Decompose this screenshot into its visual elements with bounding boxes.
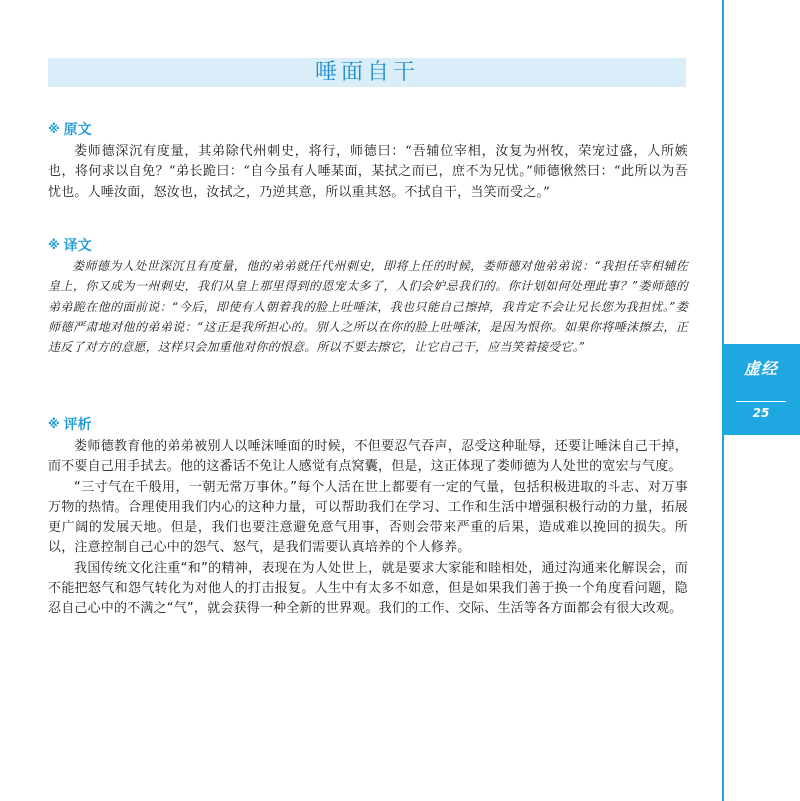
reference-mark-icon: ※ [48, 238, 60, 252]
commentary-paragraph: 我国传统文化注重“和”的精神，表现在为人处世上，就是要求大家能和睦相处，通过沟通来化解误会，而不能把怒气和怨气转化为对他人的打击报复。人生中有太多不如意，但是如果我们善于换一个角度看问题，隐忍自己心中的不满之“气”，就会获得一种全新的世界观。我们的工作、交际、生活等各方面都会有很大改观。 [48, 560, 688, 617]
section-heading-label: 评析 [63, 417, 92, 433]
page-number: 25 [752, 406, 770, 420]
side-tab-divider [736, 401, 786, 402]
title-banner [48, 58, 686, 87]
section-original [48, 120, 688, 203]
section-heading-original [48, 120, 688, 138]
page-title: 唾面自干 [314, 60, 419, 85]
section-commentary [48, 415, 688, 620]
section-translation [48, 236, 688, 357]
section-heading-translation [48, 236, 688, 254]
section-heading-commentary [48, 415, 688, 433]
reference-mark-icon: ※ [48, 122, 60, 136]
section-heading-label: 译文 [63, 238, 92, 254]
original-text: 娄师德深沉有度量，其弟除代州刺史，将行，师德曰：“吾辅位宰相，汝复为州牧，荣宠过盛，人所嫉也，将何求以自免？”弟长跪曰：“自今虽有人唾某面，某拭之而已，庶不为兄忧。”师德愀然曰：“此所以为吾忧也。人唾汝面，怒汝也，汝拭之，乃逆其意，所以重其怒。不拭自干，当笑而受之。” [48, 144, 688, 200]
chapter-side-tab [722, 344, 800, 435]
chapter-category: 虚经 [743, 359, 778, 378]
section-heading-label: 原文 [63, 122, 92, 138]
commentary-paragraph: 娄师德教育他的弟弟被别人以唾沫唾面的时候，不但要忍气吞声，忍受这种耻辱，还要让唾沫自己干掉，而不要自己用手拭去。他的这番话不免让人感觉有点窝囊，但是，这正体现了娄师德为人处世的宽宏与气度。 [48, 439, 688, 475]
commentary-paragraph: “三寸气在千般用，一朝无常万事休。”每个人活在世上都要有一定的气量，包括积极进取的斗志、对万事万物的热情。合理使用我们内心的这种力量，可以帮助我们在学习、工作和生活中增强积极行动的力量，拓展更广阔的发展天地。但是，我们也要注意避免意气用事，否则会带来严重的后果，造成难以挽回的损失。所以，注意控制自己心中的怨气、怒气，是我们需要认真培养的个人修养。 [48, 479, 688, 556]
reference-mark-icon: ※ [48, 417, 60, 431]
translation-text: 娄师德为人处世深沉且有度量，他的弟弟就任代州刺史，即将上任的时候，娄师德对他弟弟说：“我担任宰相辅佐皇上，你又成为一州刺史，我们从皇上那里得到的恩宠太多了，人们会妒忌我们的。你计划如何处理此事？”娄师德的弟弟跪在他的面前说：“今后，即使有人朝着我的脸上吐唾沫，我也只能自己擦掉，我肯定不会让兄长您为我担忧。”娄师德严肃地对他的弟弟说：“这正是我所担心的。别人之所以在你的脸上吐唾沫，是因为恨你。如果你将唾沫擦去，正违反了对方的意愿，这样只会加重他对你的恨意。所以不要去擦它，让它自己干，应当笑着接受它。” [48, 259, 688, 355]
